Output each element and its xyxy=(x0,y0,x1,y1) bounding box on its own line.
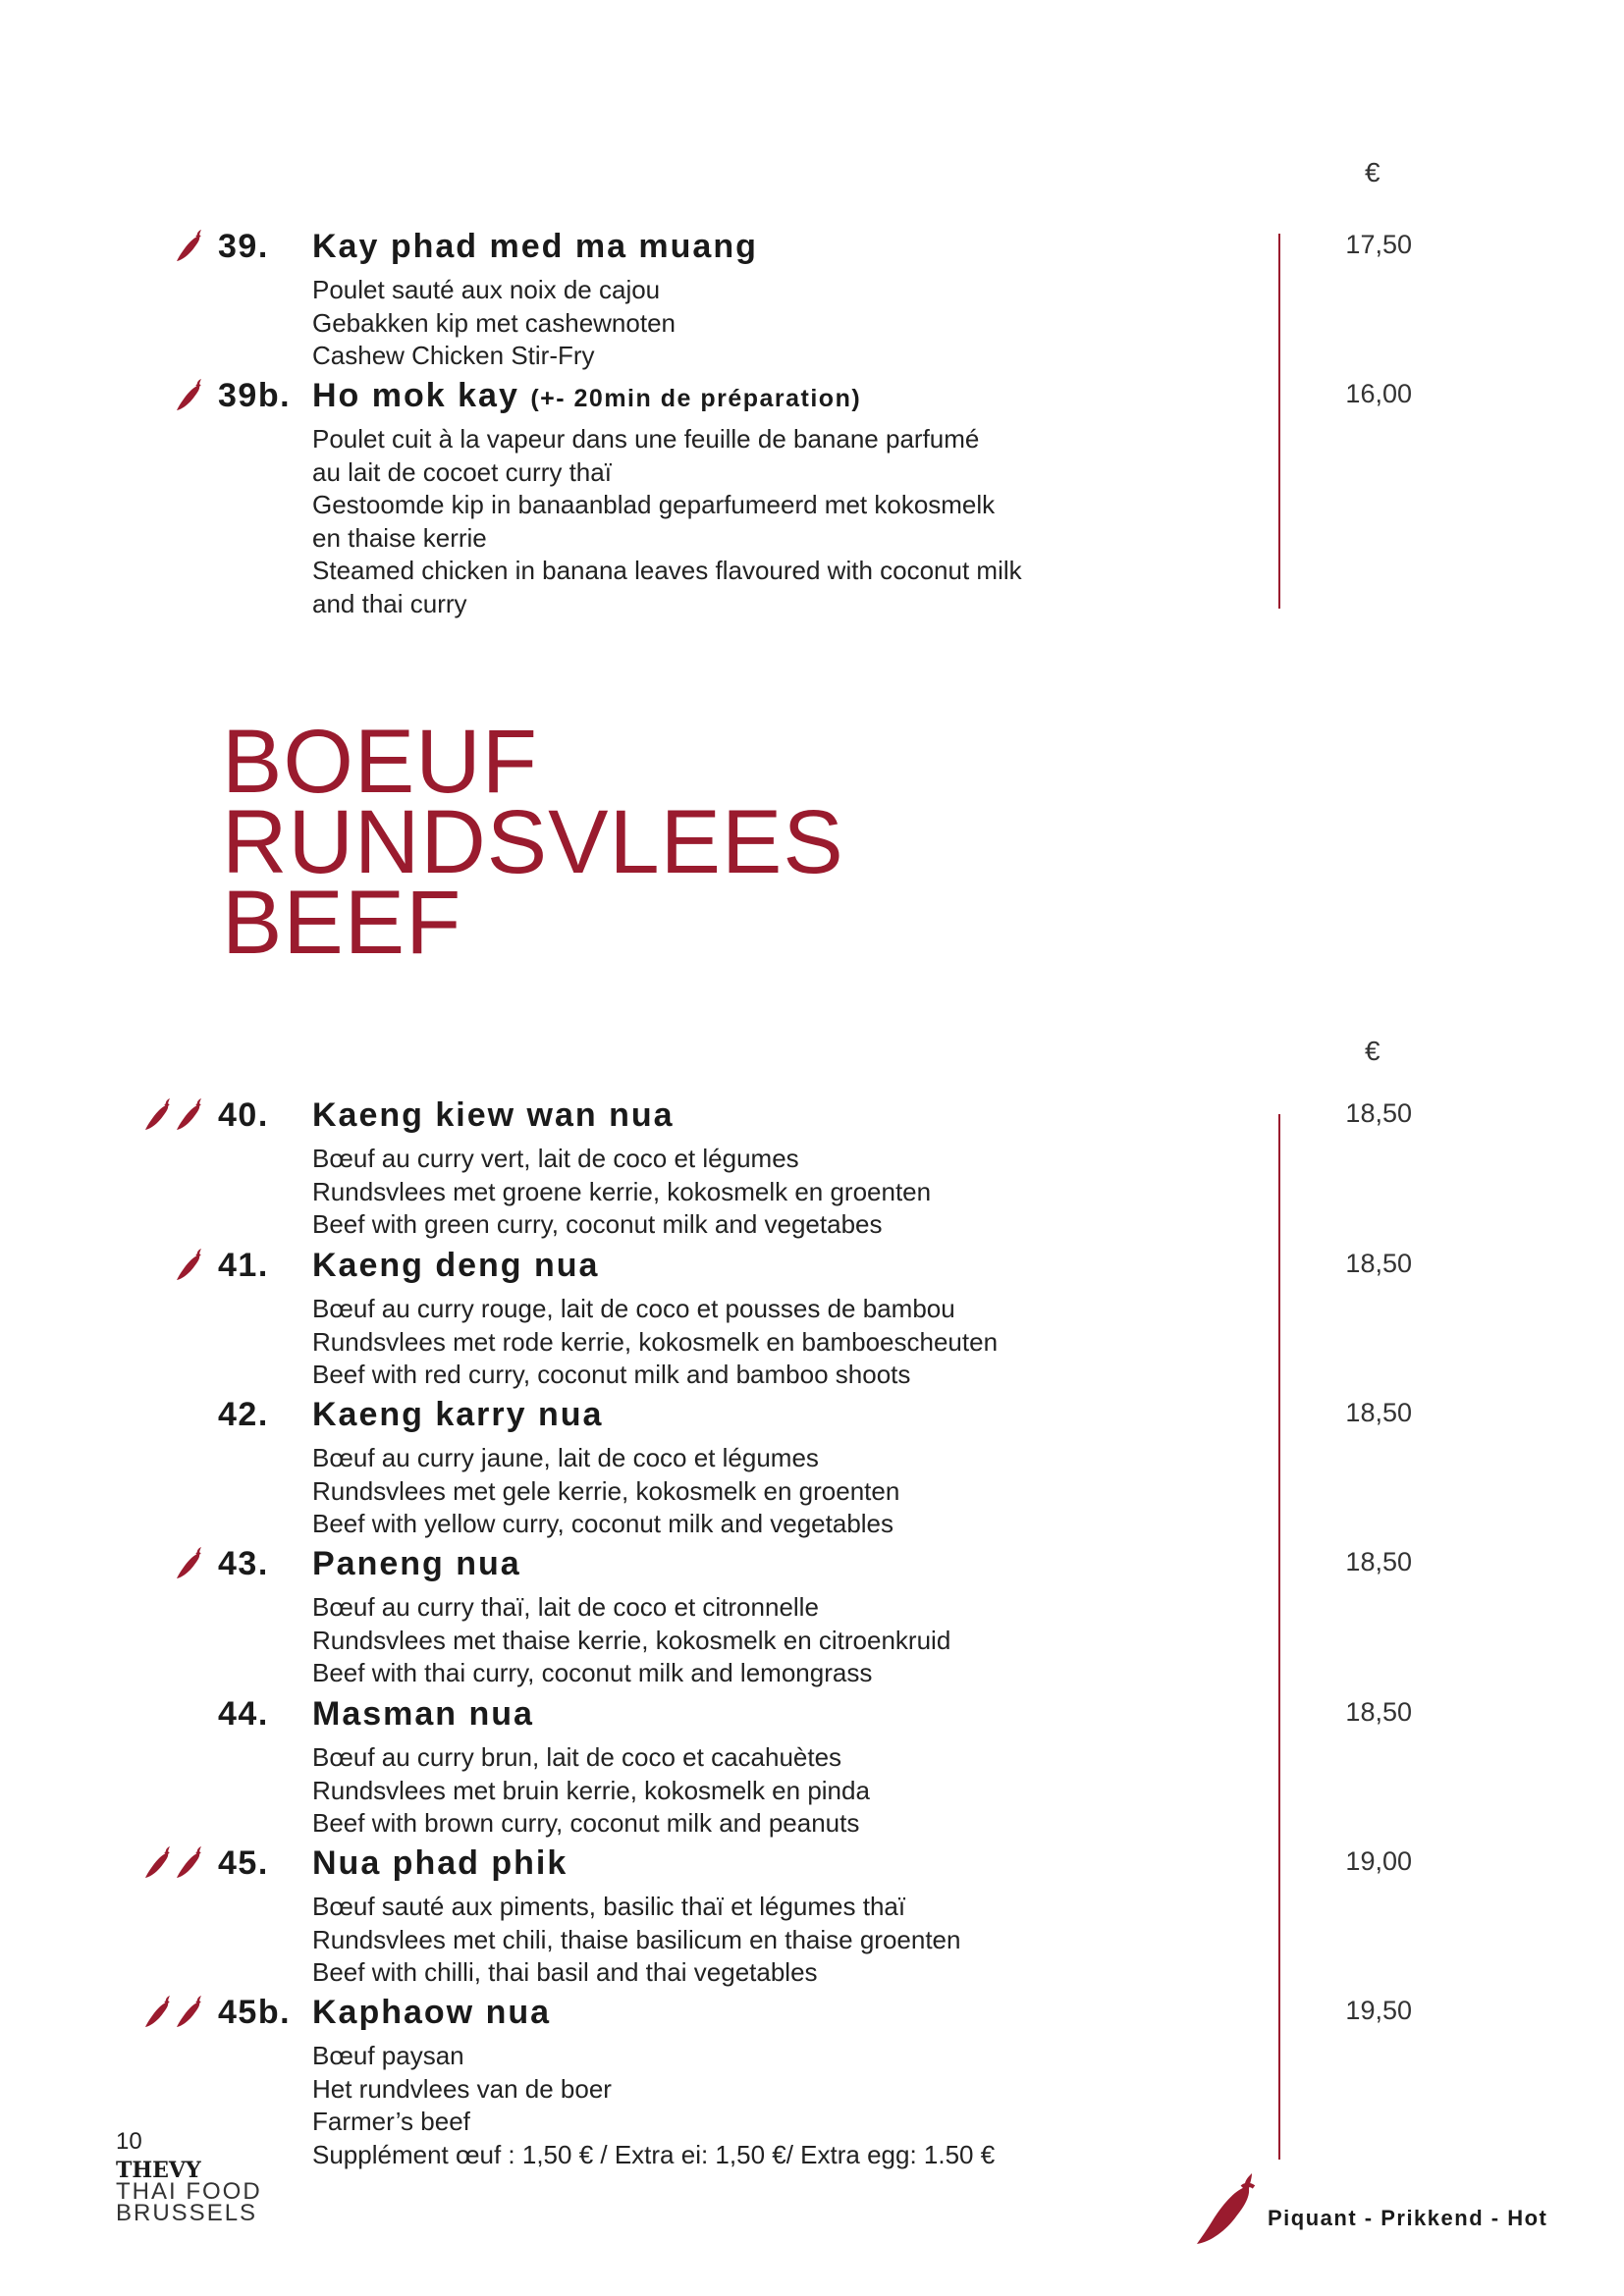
chili-pepper-icon xyxy=(175,1844,204,1880)
item-description: Bœuf au curry vert, lait de coco et légumes Rundsvlees met groene kerrie, kokosmelk en groenten Beef with green curry, coconut milk and vegetabes xyxy=(312,1144,932,1239)
spice-legend xyxy=(1193,2169,1547,2248)
currency-header-top: € xyxy=(1365,157,1380,187)
item-name: Ho mok kay (+- 20min de préparation) xyxy=(312,377,862,414)
spice-level xyxy=(175,1545,204,1580)
chili-pepper-icon xyxy=(175,1096,204,1132)
item-name: Kaeng karry nua xyxy=(312,1396,604,1433)
item-name: Masman nua xyxy=(312,1695,534,1733)
price-divider-beef xyxy=(1278,1114,1280,2160)
item-description: Bœuf au curry brun, lait de coco et cacahuètes Rundsvlees met bruin kerrie, kokosmelk en pinda Beef with brown curry, coconut milk and peanuts xyxy=(312,1742,870,1838)
item-price: 16,00 xyxy=(1345,379,1412,408)
item-price: 18,50 xyxy=(1345,1249,1412,1278)
item-description: Bœuf au curry jaune, lait de coco et légumes Rundsvlees met gele kerrie, kokosmelk en groenten Beef with yellow curry, coconut milk and vegetables xyxy=(312,1443,900,1538)
item-name: Paneng nua xyxy=(312,1545,521,1582)
brand-line-1: THAI FOOD xyxy=(116,2178,262,2205)
item-price: 18,50 xyxy=(1345,1697,1412,1727)
item-number: 40. xyxy=(218,1096,269,1134)
price-divider-top xyxy=(1278,234,1280,609)
currency-header-beef: € xyxy=(1365,1036,1380,1066)
item-price: 17,50 xyxy=(1345,230,1412,259)
chili-pepper-icon xyxy=(175,1994,204,2029)
item-name: Kaeng deng nua xyxy=(312,1247,600,1284)
item-name: Kaeng kiew wan nua xyxy=(312,1096,675,1134)
chili-pepper-icon xyxy=(175,1247,204,1282)
spice-level xyxy=(175,377,204,412)
item-note: (+- 20min de préparation) xyxy=(530,385,862,412)
chili-pepper-icon xyxy=(175,377,204,412)
brand-name: THEVY xyxy=(116,2158,201,2183)
spice-level xyxy=(175,1247,204,1282)
spice-level xyxy=(175,228,204,263)
chili-pepper-icon xyxy=(143,1844,173,1880)
spice-level xyxy=(143,1994,204,2029)
item-number: 39. xyxy=(218,228,269,265)
chili-pepper-icon xyxy=(175,1545,204,1580)
item-description: Bœuf au curry rouge, lait de coco et pousses de bambou Rundsvlees met rode kerrie, kokosmelk en bamboescheuten Beef with red curry, coconut milk and bamboo shoots xyxy=(312,1294,999,1389)
item-description: Bœuf au curry thaï, lait de coco et citronnelle Rundsvlees met thaise kerrie, kokosmelk en citroenkruid Beef with thai curry, coconut milk and lemongrass xyxy=(312,1592,951,1687)
spice-level xyxy=(143,1844,204,1880)
legend-label: Piquant - Prikkend - Hot xyxy=(1268,2206,1548,2230)
chili-pepper-icon xyxy=(143,1096,173,1132)
item-number: 39b. xyxy=(218,377,292,414)
item-number: 42. xyxy=(218,1396,269,1433)
chili-pepper-icon xyxy=(175,228,204,263)
spice-level xyxy=(143,1096,204,1132)
item-description: Poulet cuit à la vapeur dans une feuille de banane parfumé au lait de cocoet curry thaï Gestoomde kip in banaanblad geparfumeerd met kokosmelk en thaise kerrie Steamed chicken in banana leaves flavoured with coconut milk and thai curry xyxy=(312,424,1022,618)
item-price: 19,00 xyxy=(1345,1846,1412,1876)
item-description: Bœuf paysan Het rundvlees van de boer Farmer’s beef Supplément œuf : 1,50 € / Extra ei: 1,50 €/ Extra egg: 1.50 € xyxy=(312,2041,996,2169)
item-number: 45. xyxy=(218,1844,269,1882)
brand-logo xyxy=(116,2160,262,2224)
item-description: Poulet sauté aux noix de cajou Gebakken kip met cashewnoten Cashew Chicken Stir-Fry xyxy=(312,275,676,370)
chili-pepper-icon xyxy=(1193,2169,1262,2248)
item-number: 43. xyxy=(218,1545,269,1582)
page-number: 10 xyxy=(116,2128,142,2155)
item-name: Kaphaow nua xyxy=(312,1994,552,2031)
item-price: 18,50 xyxy=(1345,1098,1412,1128)
item-description: Bœuf sauté aux piments, basilic thaï et légumes thaï Rundsvlees met chili, thaise basilicum en thaise groenten Beef with chilli, thai basil and thai vegetables xyxy=(312,1892,961,1987)
item-price: 19,50 xyxy=(1345,1996,1412,2025)
item-price: 18,50 xyxy=(1345,1398,1412,1427)
item-number: 45b. xyxy=(218,1994,292,2031)
item-number: 41. xyxy=(218,1247,269,1284)
item-name: Nua phad phik xyxy=(312,1844,568,1882)
chili-pepper-icon xyxy=(143,1994,173,2029)
item-price: 18,50 xyxy=(1345,1547,1412,1576)
section-title: BOEUF RUNDSVLEES BEEF xyxy=(222,712,844,973)
item-name: Kay phad med ma muang xyxy=(312,228,758,265)
brand-line-2: BRUSSELS xyxy=(116,2200,258,2226)
item-number: 44. xyxy=(218,1695,269,1733)
